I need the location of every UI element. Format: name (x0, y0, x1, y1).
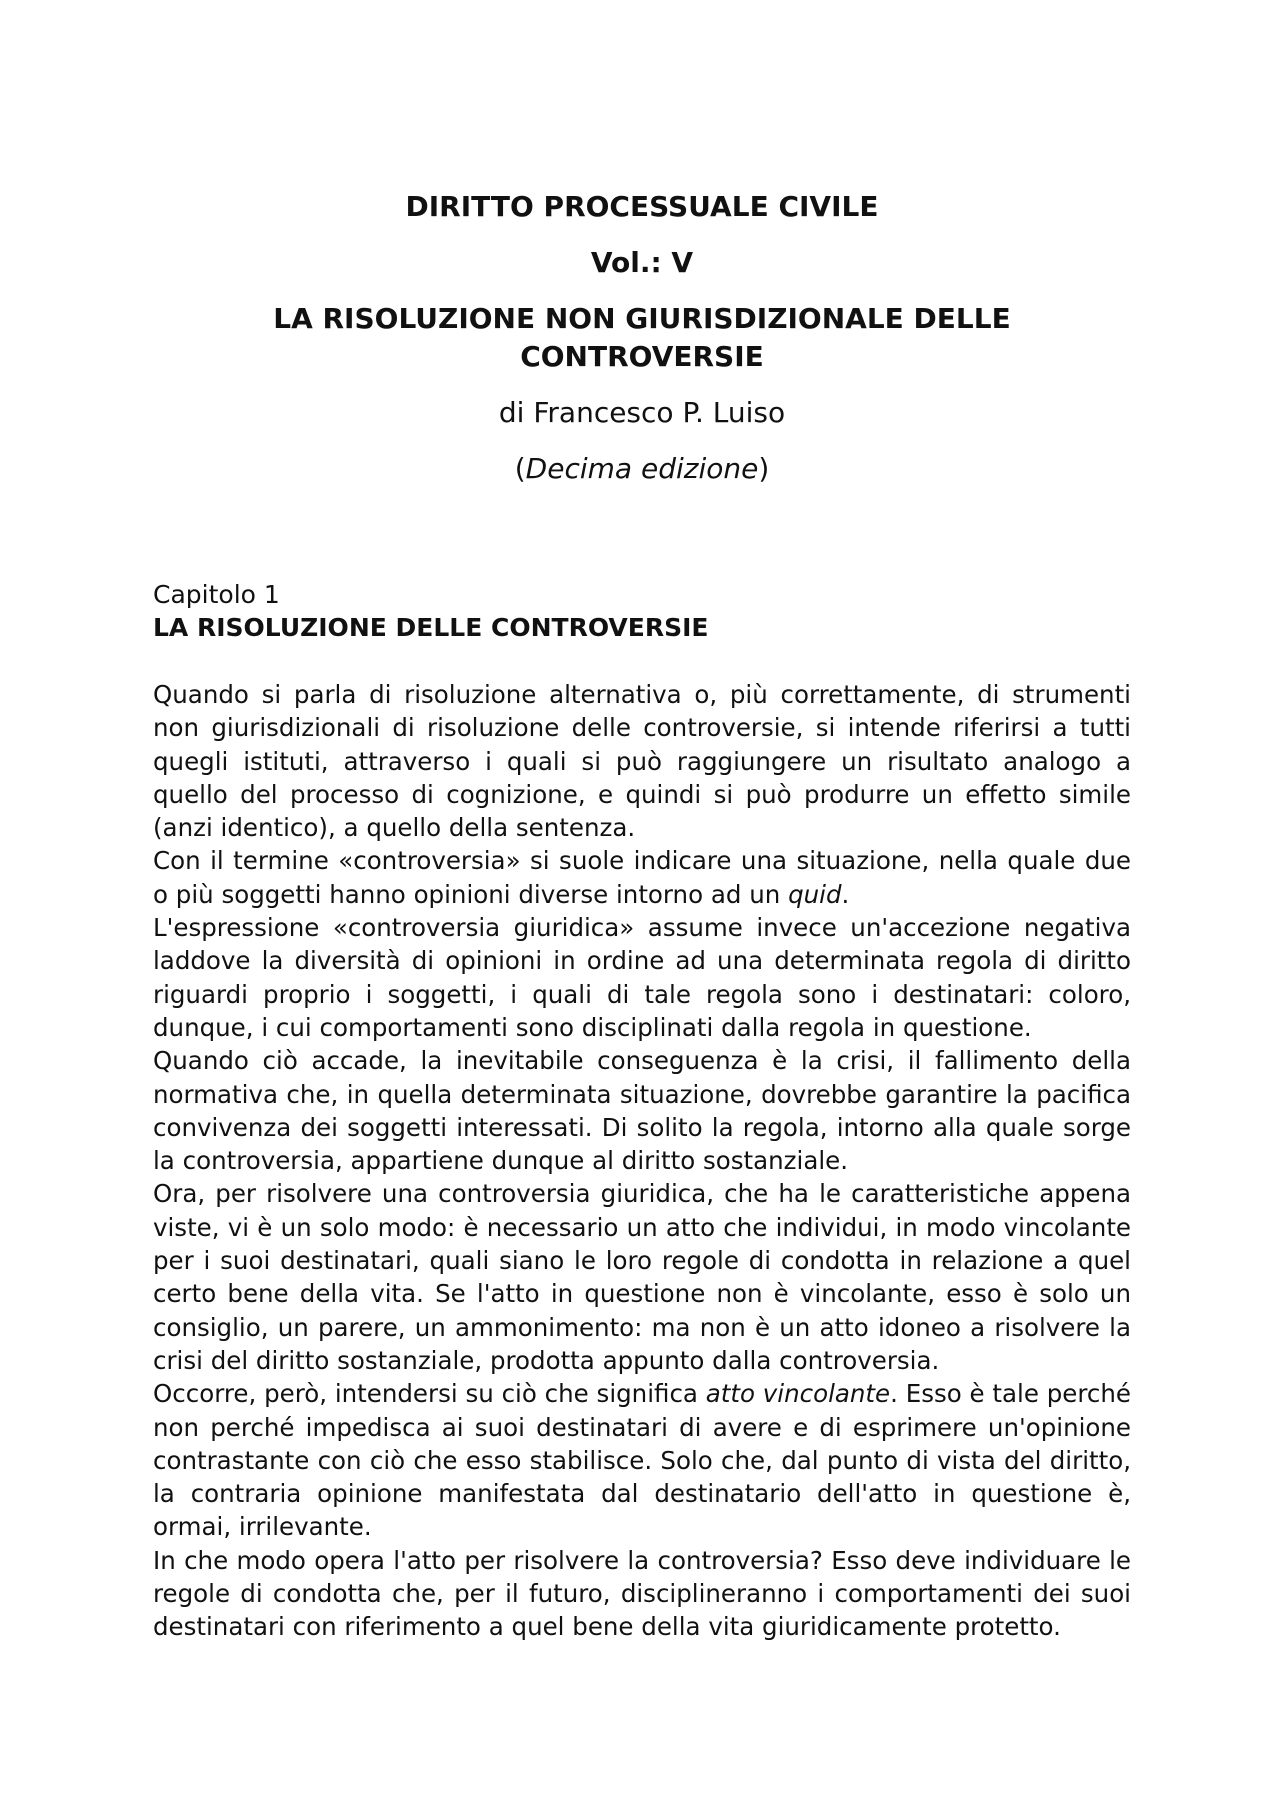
paragraph-2-emphasis: quid (788, 879, 842, 909)
paragraph-2-text-a: Con il termine «controversia» si suole indicare una situazione, nella quale due o più soggetti hanno opinioni diverse intorno ad un (153, 846, 1131, 909)
chapter-title: LA RISOLUZIONE DELLE CONTROVERSIE (153, 613, 709, 642)
paragraph-6-text-b: . Esso è tale perché non perché impedisca ai suoi destinatari di avere e di esprimere un'opinione contrastante con ciò che esso stabilisce. Solo che, dal punto di vista del diritto, la contraria opinione manifestata dal destinatario dell'atto in questione è, ormai, irrilevante. (153, 1379, 1131, 1542)
paragraph-6-emphasis: atto vincolante (705, 1379, 891, 1409)
paragraph-2-text-b: . (841, 879, 850, 909)
paragraph-6-text-a: Occorre, però, intendersi su ciò che significa (153, 1379, 706, 1409)
chapter-body (153, 678, 1131, 1644)
author-line: di Francesco P. Luiso (498, 396, 786, 429)
paragraph-6 (153, 1377, 1131, 1543)
chapter-label: Capitolo 1 (153, 580, 280, 609)
paragraph-5: Ora, per risolvere una controversia giuridica, che ha le caratteristiche appena viste, vi è un solo modo: è necessario un atto che individui, in modo vincolante per i suoi destinatari, quali siano le loro regole di condotta in relazione a quel certo bene della vita. Se l'atto in questione non è vincolante, esso è solo un consiglio, un parere, un ammonimento: ma non è un atto idoneo a risolvere la crisi del diritto sostanziale, prodotta appunto dalla controversia. (153, 1179, 1131, 1375)
volume-label: Vol.: V (590, 246, 694, 279)
paragraph-1: Quando si parla di risoluzione alternativa o, più correttamente, di strumenti non giurisdizionali di risoluzione delle controversie, si intende riferirsi a tutti quegli istituti, attraverso i quali si può raggiungere un risultato analogo a quello del processo di cognizione, e quindi si può produrre un effetto simile (anzi identico), a quello della sentenza. (153, 680, 1131, 843)
edition-paren-open: ( (514, 452, 526, 485)
page-content (153, 188, 1131, 1644)
paragraph-7: In che modo opera l'atto per risolvere la controversia? Esso deve individuare le regole di condotta che, per il futuro, disciplineranno i comportamenti dei suoi destinatari con riferimento a quel bene della vita giuridicamente protetto. (153, 1545, 1131, 1642)
edition-paren-close: ) (758, 452, 770, 485)
book-subtitle: LA RISOLUZIONE NON GIURISDIZIONALE DELLE CONTROVERSIE (273, 302, 1011, 373)
edition-line (153, 450, 1131, 488)
paragraph-4: Quando ciò accade, la inevitabile conseguenza è la crisi, il fallimento della normativa che, in quella determinata situazione, dovrebbe garantire la pacifica convivenza dei soggetti interessati. Di solito la regola, intorno alla quale sorge la controversia, appartiene dunque al diritto sostanziale. (153, 1046, 1131, 1176)
book-title: DIRITTO PROCESSUALE CIVILE (405, 190, 879, 223)
paragraph-2 (153, 844, 1131, 911)
paragraph-3: L'espressione «controversia giuridica» assume invece un'accezione negativa laddove la diversità di opinioni in ordine ad una determinata regola di diritto riguardi proprio i soggetti, i quali di tale regola sono i destinatari: coloro, dunque, i cui comportamenti sono disciplinati dalla regola in questione. (153, 913, 1131, 1042)
edition-text: Decima edizione (525, 452, 759, 485)
